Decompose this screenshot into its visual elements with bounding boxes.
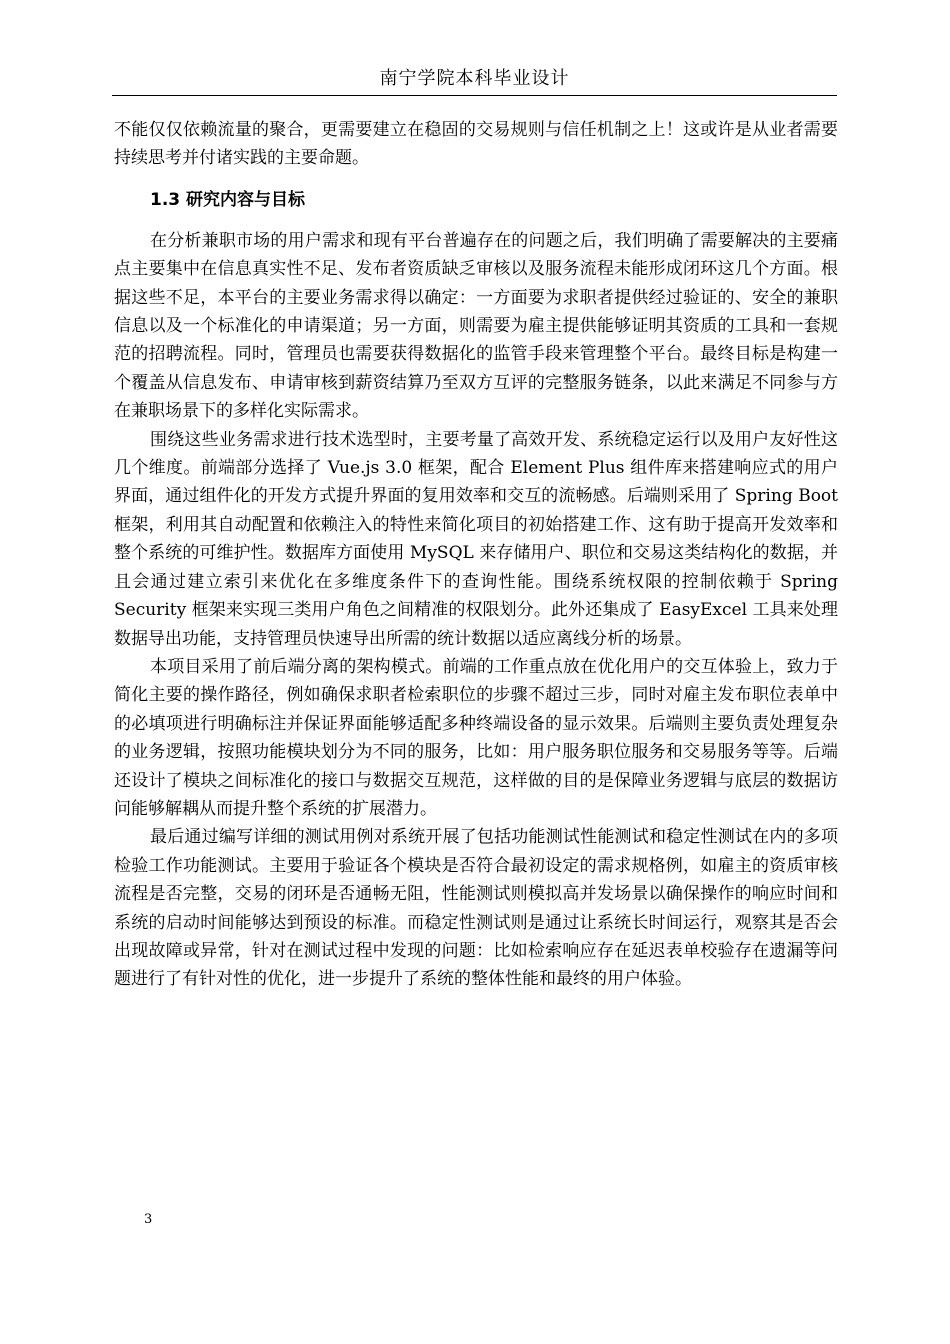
intro-paragraph: 不能仅仅依赖流量的聚合，更需要建立在稳固的交易规则与信任机制之上！这或许是从业者需要持续思考并付诸实践的主要命题。 xyxy=(114,120,838,169)
body-paragraph-4: 最后通过编写详细的测试用例对系统开展了包括功能测试性能测试和稳定性测试在内的多项检验工作功能测试。主要用于验证各个模块是否符合最初设定的需求规格例，如雇主的资质审核流程是否完整，交易的闭环是否通畅无阻，性能测试则模拟高并发场景以确保操作的响应时间和系统的启动时间能够达到预设的标准。而稳定性测试则是通过让系统长时间运行，观察其是否会出现故障或异常，针对在测试过程中发现的问题：比如检索响应存在延迟表单校验存在遗漏等问题进行了有针对性的优化，进一步提升了系统的整体性能和最终的用户体验。 xyxy=(114,827,838,990)
page-number: 3 xyxy=(144,1212,153,1227)
body-paragraph-1: 在分析兼职市场的用户需求和现有平台普遍存在的问题之后，我们明确了需要解决的主要痛点主要集中在信息真实性不足、发布者资质缺乏审核以及服务流程未能形成闭环这几个方面。根据这些不足，本平台的主要业务需求得以确定：一方面要为求职者提供经过验证的、安全的兼职信息以及一个标准化的申请渠道；另一方面，则需要为雇主提供能够证明其资质的工具和一套规范的招聘流程。同时，管理员也需要获得数据化的监管手段来管理整个平台。最终目标是构建一个覆盖从信息发布、申请审核到薪资结算乃至双方互评的完整服务链条，以此来满足不同参与方在兼职场景下的多样化实际需求。 xyxy=(114,230,838,422)
section-heading: 1.3 研究内容与目标 xyxy=(150,189,306,210)
running-header: 南宁学院本科毕业设计 xyxy=(379,68,570,89)
body-paragraph-3: 本项目采用了前后端分离的架构模式。前端的工作重点放在优化用户的交互体验上，致力于简化主要的操作路径，例如确保求职者检索职位的步骤不超过三步，同时对雇主发布职位表单中的必填项进行明确标注并保证界面能够适配多种终端设备的显示效果。后端则主要负责处理复杂的业务逻辑，按照功能模块划分为不同的服务，比如：用户服务职位服务和交易服务等等。后端还设计了模块之间标准化的接口与数据交互规范，这样做的目的是保障业务逻辑与底层的数据访问能够解耦从而提升整个系统的扩展潜力。 xyxy=(114,656,838,819)
page-body xyxy=(114,116,838,994)
body-paragraph-2: 围绕这些业务需求进行技术选型时，主要考量了高效开发、系统稳定运行以及用户友好性这几个维度。前端部分选择了 Vue.js 3.0 框架，配合 Element Plus 组件库来搭建响应式的用户界面，通过组件化的开发方式提升界面的复用效率和交互的流畅感。后端则采用了 Spring Boot 框架，利用其自动配置和依赖注入的特性来简化项目的初始搭建工作、这有助于提高开发效率和整个系统的可维护性。数据库方面使用 MySQL 来存储用户、职位和交易这类结构化的数据，并且会通过建立索引来优化在多维度条件下的查询性能。围绕系统权限的控制依赖于 Spring Security 框架来实现三类用户角色之间精准的权限划分。此外还集成了 EasyExcel 工具来处理数据导出功能，支持管理员快速导出所需的统计数据以适应离线分析的场景。 xyxy=(114,429,838,649)
header-divider xyxy=(112,95,837,96)
